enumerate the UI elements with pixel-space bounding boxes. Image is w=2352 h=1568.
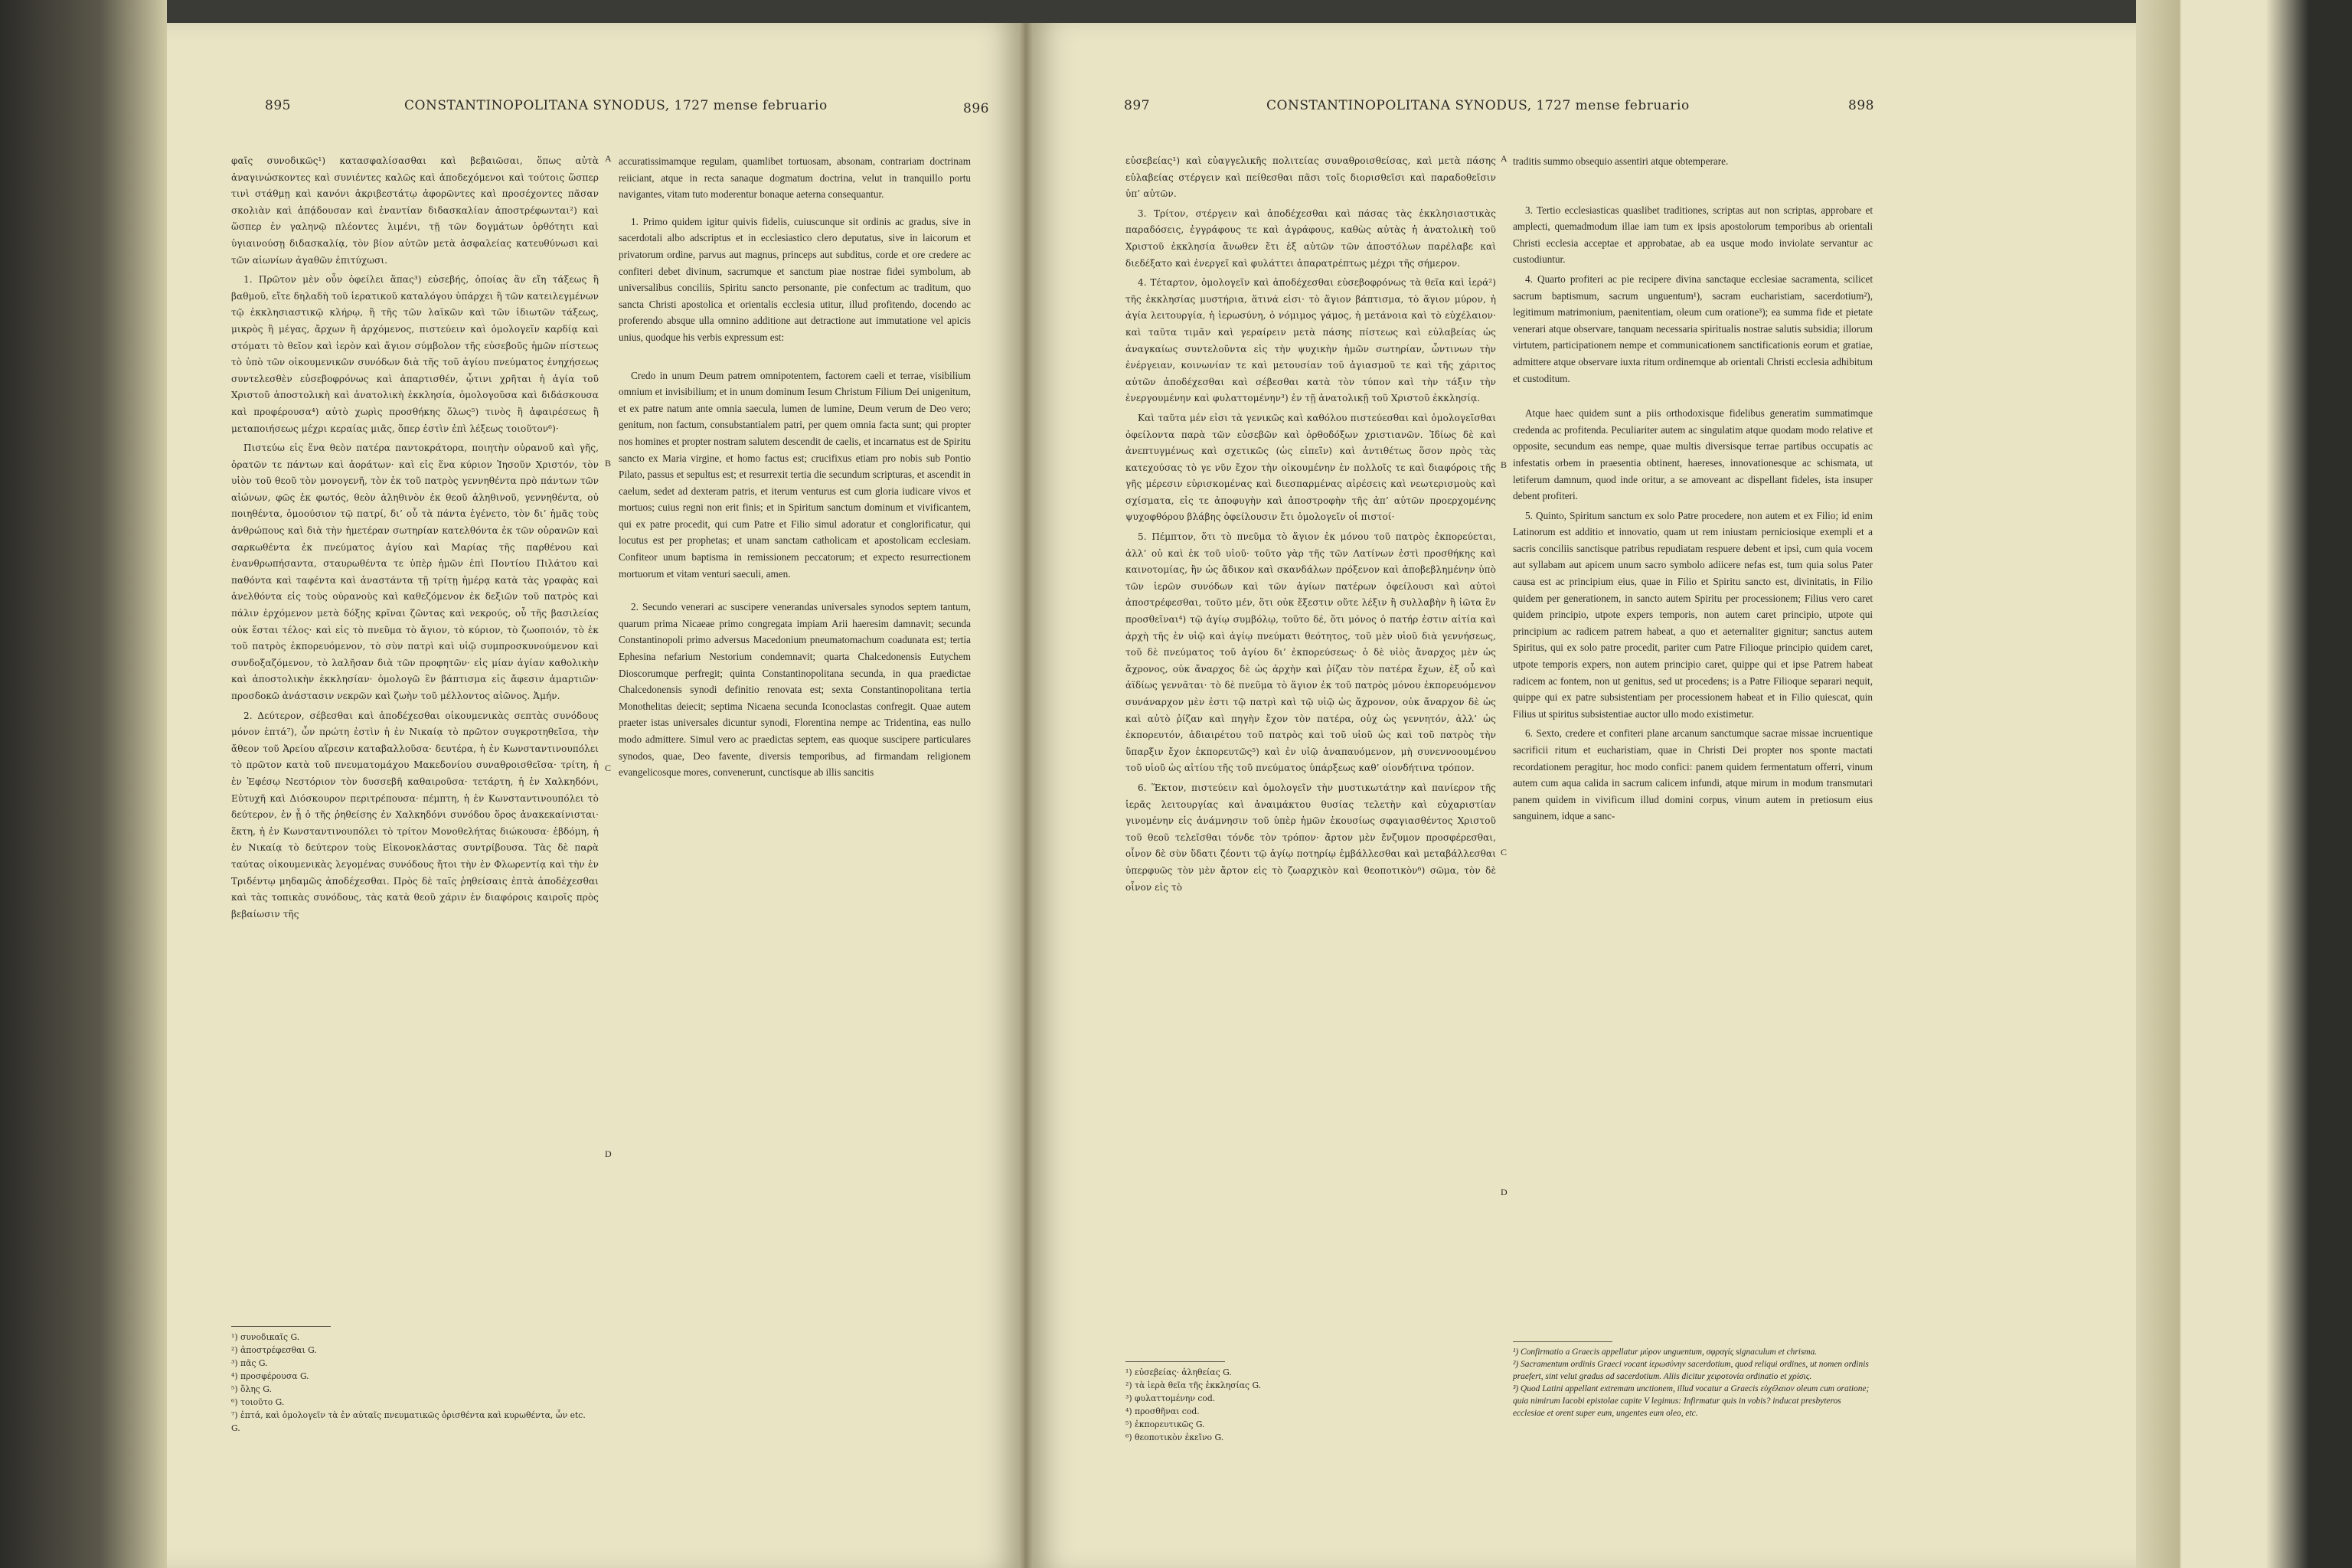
footnote: ¹) Confirmatio a Graecis appellatur μύρον unguentum, σφραγίς signaculum et chrisma. bbox=[1513, 1348, 1818, 1357]
latin-paragraph: 3. Tertio ecclesiasticas quaslibet traditiones, scriptas aut non scriptas, approbare et amplecti, quemadmodum illae iam tum ex ipsis apostolorum temporibus ab orientali Christi ecclesia acceptae et approbatae, ab ea usque modo inviolate servantur ac custodiuntur. bbox=[1513, 204, 1873, 266]
section-marker: C bbox=[605, 763, 612, 773]
section-marker: B bbox=[605, 458, 612, 469]
page-number: 898 bbox=[1848, 98, 1874, 113]
footnote: ⁷) ἑπτά, καὶ ὁμολογεῖν τὰ ἐν αὐταῖς πνευματικῶς ὁρισθέντα καὶ κυρωθέντα, ὧν etc. G. bbox=[231, 1410, 586, 1433]
latin-paragraph: 1. Primo quidem igitur quivis fidelis, cuiuscunque sit ordinis ac gradus, sive in sacerdotali albo adscriptus et in ecclesiastico clero deputatus, sive in laicorum et privatorum ordine, parvus aut magnus, princeps aut subditus, corde et ore credere ac confiteri debet divinum, sacrumque et sanctum piae nostrae fidei symbolum, ab universalibus conciliis, Spiritu sancto personante, pie confectum ac traditum, quo sancta Christi apostolica et orientalis ecclesia utitur, illud profitendo, docendo ac proferendo absque ulla omnino additione aut detractione aut immutatione vel apicis unius, quodque his verbis expressum est: bbox=[619, 215, 971, 343]
footnote: ⁵) ὅλης G. bbox=[231, 1384, 272, 1394]
latin-paragraph: traditis summo obsequio assentiri atque obtemperare. bbox=[1513, 155, 1729, 167]
greek-column bbox=[231, 153, 599, 926]
latin-paragraph: Credo in unum Deum patrem omnipotentem, factorem caeli et terrae, visibilium omnium et invisibilium; et in unum dominum Iesum Christum Filium Dei unigenitum, et ex patre natum ante omnia saecula, lumen de lumine, Deum verum de Deo vero; genitum, non factum, consubstantialem patri, per quem omnia facta sunt; qui propter nos homines et propter nostram salutem descendit de caelis, et incarnatus est de Spiritu sancto ex Maria virgine, et homo factus est; crucifixus etiam pro nobis sub Pontio Pilato, passus et sepultus est; et resurrexit tertia die secundum scripturas, et ascendit in caelum, sedet ad dexteram patris, et iterum venturus est cum gloria iudicare vivos et mortuos; cuius regni non erit finis; et in Spiritum sanctum dominum et vivificantem, qui ex patre procedit, qui cum Patre et Filio simul adoratur et conglorificatur, qui locutus est per prophetas; et unam sanctam catholicam et apostolicam ecclesiam. Confiteor unum baptisma in remissionem peccatorum; et expecto resurrectionem mortuorum et vitam venturi saeculi, amen. bbox=[619, 369, 971, 580]
left-background bbox=[0, 0, 167, 1568]
section-marker: D bbox=[605, 1148, 612, 1159]
latin-paragraph: accuratissimamque regulam, quamlibet tortuosam, absonam, contrariam doctrinam reiiciant, atque in recta sanaque dogmatum doctrina, velut in tranquillo portu navigantes, vitam tuto moderentur bonaque aeterna consequantur. bbox=[619, 155, 971, 201]
running-title: CONSTANTINOPOLITANA SYNODUS, 1727 mense februario bbox=[1266, 98, 1690, 113]
latin-paragraph: 2. Secundo venerari ac suscipere venerandas universales synodos septem tantum, quarum prima Nicaeae primo congregata impiam Arii haeresim damnavit; secunda Constantinopoli primo adversus Macedonium pneumatomachum coadunata est; tertia Ephesina nefarium Nestorium condemnavit; quarta Chalcedonensis Eutychem Dioscorumque perfregit; quinta Constantinopolitana secunda, in qua praedictae Chalcedonensis synodi definitio renovata est; sexta Constantinopolitana tertia Monothelitas deiecit; septima Nicaena secunda Iconoclastas confregit. Quae autem praeter istas universales dicuntur synodi, Florentina nempe ac Tridentina, eas nullo modo admittere. Simul vero ac praedictas septem, eas quoque suscipere particulares synodos, quae, Deo favente, diversis temporibus, ad firmandam religionem evangelicosque mores, convenerunt, cunctisque ab illis sancitis bbox=[619, 601, 971, 779]
greek-paragraph: 3. Τρίτον, στέργειν καὶ ἀποδέχεσθαι καὶ πάσας τὰς ἐκκλησιαστικὰς παραδόσεις, ἐγγράφους τε καὶ ἀγράφους, καθὼς αὐτὰς ἡ ἀνατολικὴ τοῦ Χριστοῦ ἐκκλησία ἄνωθεν ἔτι ἐξ αὐτῶν τῶν ἀποστόλων παρέλαβε καὶ διεδέξατο καὶ ἐνεργεῖ καὶ φυλάττει ἀπαρατρέπτως μέχρι τῆς σήμερον. bbox=[1125, 207, 1496, 269]
footnote-rule bbox=[231, 1326, 331, 1327]
page-number: 897 bbox=[1124, 98, 1150, 113]
footnote: ³) φυλαττομένην cod. bbox=[1125, 1393, 1216, 1403]
greek-column bbox=[1125, 153, 1496, 899]
greek-paragraph: Καὶ ταῦτα μέν εἰσι τὰ γενικῶς καὶ καθόλου πιστεύεσθαι καὶ ὁμολογεῖσθαι ὀφείλοντα παρὰ τῶν εὐσεβῶν καὶ ὀρθοδόξων χριστιανῶν. Ἰδίως δὲ καὶ ἀνεπτυγμένως καὶ σχετικῶς (ὡς εἰπεῖν) καὶ ἀντιθέτως ὅσον πρὸς τὰς κατεχούσας τὸ γε νῦν ἔχον τὴν οἰκουμένην ἐν πολλοῖς τε καὶ διαφόροις τῆς γῆς μέρεσιν εὑρισκομένας καὶ διεσπαρμένας αἱρέσεις καὶ νεωτερισμοὺς καὶ σχίσματα, εἰς τε ἀποφυγὴν καὶ ἀποστροφὴν τῆς ἀπ’ αὐτῶν προερχομένης ψυχοφθόρου βλάβης ὀφείλουσιν ἔτι ὁμολογεῖν οἱ πιστοί· bbox=[1125, 412, 1496, 523]
left-page bbox=[167, 23, 1018, 1568]
right-page-edges bbox=[2136, 0, 2352, 1568]
footnote: ⁶) τοιοῦτο G. bbox=[231, 1397, 285, 1407]
greek-paragraph: 1. Πρῶτον μὲν οὖν ὀφείλει ἅπας³) εὐσεβής, ὁποίας ἂν εἴη τάξεως ἢ βαθμοῦ, εἴτε δηλαδὴ τοῦ ἱερατικοῦ καταλόγου ὑπάρχει ἢ τῶν κατειλεγμένων τῷ ἐκκλησιαστικῷ κλήρῳ, ἢ τῆς τῶν λαϊκῶν καὶ τῶν ἰδιωτῶν τάξεως, μικρὸς ἢ μέγας, ἄρχων ἢ ἀρχόμενος, πιστεύειν καὶ ὁμολογεῖν καρδίᾳ καὶ στόματι τὸ θεῖον καὶ ἱερὸν καὶ ἅγιον σύμβολον τῆς εὐσεβοῦς ἡμῶν πίστεως τὸ ὑπὸ τῶν οἰκουμενικῶν συνόδων διὰ τῆς τοῦ ἁγίου πνεύματος ἐνηχήσεως συντελεσθὲν εὐσεβοφρόνως καὶ ἀπαρτισθέν, ᾧτινι χρῆται ἡ ἁγία τοῦ Χριστοῦ ἀποστολικὴ καὶ ἀνατολικὴ ἐκκλησία, ὁμολογοῦσα καὶ διδάσκουσα καὶ προφέρουσα⁴) αὐτὸ χωρὶς προσθήκης ὅλως⁵) τινὸς ἢ ἀφαιρέσεως ἢ μεταποιήσεως μέχρι κεραίας μιᾶς, ὅπερ ἐστὶν ἐπὶ λέξεως τοιοῦτον⁶)· bbox=[231, 274, 599, 434]
footnote: ¹) εὐσεβείας· ἀληθείας G. bbox=[1125, 1367, 1232, 1377]
greek-paragraph: 2. Δεύτερον, σέβεσθαι καὶ ἀποδέχεσθαι οἰκουμενικὰς σεπτὰς συνόδους μόνον ἑπτά⁷), ὧν πρώτη ἐστὶν ἡ ἐν Νικαίᾳ τὸ πρῶτον συγκροτηθεῖσα, τὴν ἄθεον τοῦ Ἀρείου αἵρεσιν καταβαλλοῦσα· δευτέρα, ἡ ἐν Κωνσταντινουπόλει τὸ πρῶτον κατὰ τοῦ πνευματομάχου Μακεδονίου συναθροισθεῖσα· τρίτη, ἡ ἐν Ἐφέσῳ Νεστόριον τὸν δυσσεβῆ καθαιροῦσα· τετάρτη, ἡ ἐν Χαλκηδόνι, Εὐτυχῆ καὶ Διόσκουρον περιτρέπουσα· πέμπτη, ἡ ἐν Κωνσταντινουπόλει τὸ δεύτερον, ἐν ᾗ ὁ τῆς ῥηθείσης ἐν Χαλκηδόνι συνόδου ὅρος ἀνακεκαίνισται· ἕκτη, ἡ ἐν Κωνσταντινουπόλει τὸ τρίτον Μονοθελήτας διώκουσα· ἑβδόμη, ἡ ἐν Νικαίᾳ τὸ δεύτερον τοὺς Εἰκονοκλάστας συντρίβουσα. Τὰς δὲ παρὰ ταύτας οἰκουμενικὰς λεγομένας συνόδους ἤτοι τὴν ἐν Φλωρεντίᾳ καὶ τὴν ἐν Τριδέντῳ μηδαμῶς ἀποδέχεσθαι. Πρὸς δὲ ταῖς ῥηθείσαις ἑπτὰ ἀποδέχεσθαι καὶ τὰς τοπικὰς συνόδους, τὰς κατὰ θεοῦ χάριν ἐν διαφόροις καιροῖς πρὸς βεβαίωσιν τῆς bbox=[231, 710, 599, 920]
footnote: ³) πᾶς G. bbox=[231, 1358, 268, 1368]
greek-paragraph: 6. Ἕκτον, πιστεύειν καὶ ὁμολογεῖν τὴν μυστικωτάτην καὶ πανίερον τῆς ἱερᾶς λειτουργίας καὶ ἀναιμάκτου θυσίας τελετὴν καὶ εὐχαριστίαν γινομένην εἰς ἀνάμνησιν τοῦ ὑπὲρ ἡμῶν ἑκουσίως σφαγιασθέντος Χριστοῦ τοῦ θεοῦ τελεῖσθαι τόνδε τὸν τρόπον· ἄρτον μὲν ἔνζυμον προσφέρεσθαι, οἶνον δὲ σὺν ὕδατι ζέοντι τῷ ἁγίῳ ποτηρίῳ ἐμβάλλεσθαι καὶ μεταβάλλεσθαι ὑπερφυῶς τὸν μὲν ἄρτον εἰς τὸ ζωαρχικὸν καὶ θεοποτικὸν⁶) σῶμα, τὸν δὲ οἶνον εἰς τὸ bbox=[1125, 782, 1496, 893]
right-page bbox=[1034, 23, 2136, 1568]
latin-paragraph: 5. Quinto, Spiritum sanctum ex solo Patre procedere, non autem et ex Filio; id enim Latinorum est additio et innovatio, quam ut rem iniustam perniciosique exempli et a sacris conciliis sanctisque patribus repudiatam respuere debent et ipsi, cum quia vocem aut syllabam aut apicem unum sacro symbolo adiicere nefas est, tum quia solus Pater causa est ac principium eius, quae in Filio et Spiritu sancto est, divinitatis, in Filio quidem per generationem, in sancto autem Spiritu per processionem; Filius vero caret quidem principio, utpote expers temporis, non autem caret principio, utpote qui principium ac radicem patrem habeat, a quo et aeternaliter gignitur; sanctus autem Spiritus, qui ex solo patre procedit, pariter cum Patre Filioque principio quidem caret, utpote temporis expers, non autem principio caret, quippe qui et ipse Patrem habeat radicem ac fontem, non ut genitus, sed ut procedens; is a Patre Filioque separari nequit, quippe qui ex patre subsistentiam per processionem habeat et in Filio quiescat, quin Filius ut spiritus subsistentiae auctor ullo modo existimetur. bbox=[1513, 509, 1873, 720]
footnote: ²) τὰ ἱερὰ θεῖα τῆς ἐκκλησίας G. bbox=[1125, 1380, 1262, 1390]
footnote: ²) ἀποστρέφεσθαι G. bbox=[231, 1345, 317, 1355]
footnote: ⁴) προσθῆναι cod. bbox=[1125, 1406, 1200, 1416]
page-number: 895 bbox=[265, 98, 291, 113]
latin-column bbox=[619, 153, 971, 784]
footnote: ¹) συνοδικαῖς G. bbox=[231, 1332, 300, 1342]
section-marker: A bbox=[605, 153, 612, 164]
footnote-rule bbox=[1513, 1341, 1612, 1342]
latin-paragraph: 4. Quarto profiteri ac pie recipere divina sanctaque ecclesiae sacramenta, scilicet sacrum baptismum, sacrum unguentum¹), sacram eucharistiam, sacerdotium²), legitimum matrimonium, paenitentiam, oleum cum oratione³); ea summa fide et pietate venerari atque observare, tanquam necessaria spiritualis nostrae salutis subsidia; illorum virtutem, participationem nempe et communicationem sanctificationis eorum et gratiae, admittere atque observare iuxta ritum ordinemque ab orientali Christi ecclesia adhibitum et custoditum. bbox=[1513, 273, 1873, 384]
footnote: ²) Sacramentum ordinis Graeci vocant ἱερωσύνην sacerdotium, quod reliqui ordines, ut nomen ordinis praefert, sint velut gradus ad sacerdotium. Aliis dicitur χειροτονία ordinatio et χρίσις. bbox=[1513, 1360, 1869, 1381]
greek-footnotes bbox=[1125, 1366, 1493, 1444]
section-marker: C bbox=[1501, 847, 1508, 858]
latin-column bbox=[1513, 153, 1873, 828]
section-marker: B bbox=[1501, 459, 1508, 470]
footnote: ⁴) προσφέρουσα G. bbox=[231, 1371, 309, 1381]
running-title: CONSTANTINOPOLITANA SYNODUS, 1727 mense februario bbox=[404, 98, 828, 113]
footnote-rule bbox=[1125, 1361, 1225, 1362]
footnote: ⁵) ἐκπορευτικῶς G. bbox=[1125, 1419, 1205, 1429]
latin-paragraph: Atque haec quidem sunt a piis orthodoxisque fidelibus generatim summatimque credenda ac profitenda. Peculiariter autem ac singulatim atque quodam modo relative et opposite, secundum eas nempe, quae multis diversisque terrae partibus occupatis ac infestatis orbem in praesentia obtinent, haereses, innovationesque ac schismata, ut letiferum damnum, quod inde oritur, a se amoveant ac dispellant fideles, ista insuper debent profiteri. bbox=[1513, 407, 1873, 502]
greek-paragraph: Πιστεύω εἰς ἕνα θεὸν πατέρα παντοκράτορα, ποιητὴν οὐρανοῦ καὶ γῆς, ὁρατῶν τε πάντων καὶ ἀοράτων· καὶ εἰς ἕνα κύριον Ἰησοῦν Χριστόν, τὸν υἱὸν τοῦ θεοῦ τὸν μονογενῆ, τὸν ἐκ τοῦ πατρὸς γεννηθέντα πρὸ πάντων τῶν αἰώνων, φῶς ἐκ φωτός, θεὸν ἀληθινὸν ἐκ θεοῦ ἀληθινοῦ, γεννηθέντα, οὐ ποιηθέντα, ὁμοούσιον τῷ πατρί, δι’ οὗ τὰ πάντα ἐγένετο, τὸν δι’ ἡμᾶς τοὺς ἀνθρώπους καὶ διὰ τὴν ἡμετέραν σωτηρίαν κατελθόντα ἐκ τῶν οὐρανῶν καὶ σαρκωθέντα ἐκ πνεύματος ἁγίου καὶ Μαρίας τῆς παρθένου καὶ ἐνανθρωπήσαντα, σταυρωθέντα τε ὑπὲρ ἡμῶν ἐπὶ Ποντίου Πιλάτου καὶ παθόντα καὶ ταφέντα καὶ ἀναστάντα τῇ τρίτῃ ἡμέρᾳ κατὰ τὰς γραφὰς καὶ ἀνελθόντα εἰς τοὺς οὐρανοὺς καὶ καθεζόμενον ἐκ δεξιῶν τοῦ πατρὸς καὶ πάλιν ἐρχόμενον μετὰ δόξης κρῖναι ζῶντας καὶ νεκρούς, οὗ τῆς βασιλείας οὐκ ἔσται τέλος· καὶ εἰς τὸ πνεῦμα τὸ ἅγιον, τὸ κύριον, τὸ ζωοποιόν, τὸ ἐκ τοῦ πατρὸς ἐκπορευόμενον, τὸ σὺν πατρὶ καὶ υἱῷ συμπροσκυνούμενον καὶ συνδοξαζόμενον, τὸ λαλῆσαν διὰ τῶν προφητῶν· εἰς μίαν ἁγίαν καθολικὴν καὶ ἀποστολικὴν ἐκκλησίαν· ὁμολογῶ ἓν βάπτισμα εἰς ἄφεσιν ἁμαρτιῶν· προσδοκῶ ἀνάστασιν νεκρῶν καὶ ζωὴν τοῦ μέλλοντος αἰῶνος. Ἀμήν. bbox=[231, 443, 599, 701]
section-marker: A bbox=[1501, 153, 1508, 164]
latin-footnotes bbox=[1513, 1346, 1873, 1419]
page-number: 896 bbox=[963, 101, 989, 116]
footnote: ⁶) θεοποτικὸν ἐκεῖνο G. bbox=[1125, 1432, 1224, 1442]
section-marker: D bbox=[1501, 1187, 1508, 1197]
greek-paragraph: 5. Πέμπτον, ὅτι τὸ πνεῦμα τὸ ἅγιον ἐκ μόνου τοῦ πατρὸς ἐκπορεύεται, ἀλλ’ οὐ καὶ ἐκ τοῦ υἱοῦ· τοῦτο γὰρ τῆς τῶν Λατίνων ἐστὶ προσθήκης καὶ καινοτομίας, ἣν ὡς ἄδικον καὶ σκανδάλων πρόξενον καὶ ἀποβεβλημένην ὑπὸ τῶν ἱερῶν συνόδων καὶ τῶν ἁγίων πατέρων ὀφείλουσι καὶ αὐτοὶ ἀποστρέφεσθαι, τοῦτο μέν, ὅτι οὐκ ἔξεστιν οὔτε λέξιν ἢ συλλαβὴν ἢ ἰῶτα ἓν προσθεῖναι⁴) τῷ ἁγίῳ συμβόλῳ, τοῦτο δέ, ὅτι μόνος ὁ πατήρ ἐστιν αἰτία καὶ ἀρχὴ τῆς ἐν υἱῷ καὶ ἁγίῳ πνεύματι θεότητος, τοῦ μὲν υἱοῦ διὰ γεννήσεως, τοῦ δὲ πνεύματος τοῦ ἁγίου δι’ ἐκπορεύσεως· ὁ δὲ υἱὸς ἄναρχος μὲν ὡς ἄχρονος, οὐκ ἄναρχος δὲ ὡς ἀρχὴν καὶ ῥίζαν τὸν πατέρα ἔχων, ἐξ οὗ καὶ ἀϊδίως γεννᾶται· τὸ δὲ πνεῦμα τὸ ἅγιον ἐκ τοῦ πατρὸς μόνου ἐκπορευόμενον συνάναρχον μὲν ἐστι τῷ πατρὶ καὶ τῷ υἱῷ ὡς ἄχρονον, οὐκ ἄναρχον δὲ ὡς καὶ αὐτὸ ῥίζαν καὶ πηγὴν ἔχον τὸν πατέρα, οὐχ ὡς γεννητόν, ἀλλ’ ὡς ἐκπορευτόν, ἀδιαιρέτου τοῦ πατρὸς καὶ τοῦ υἱοῦ ὡς καὶ τοῦ πατρὸς τὴν ὕπαρξιν ἔχον ἐκπορευτῶς⁵) καὶ ἐν υἱῷ ἀναπαυόμενον, μὴ συνεννοουμένου τοῦ υἱοῦ ὡς αἰτίου τῆς τοῦ πνεύματος ὑπάρξεως καθ’ οἱονδήτινα τρόπον. bbox=[1125, 531, 1496, 774]
book-gutter bbox=[1018, 23, 1034, 1568]
greek-paragraph: φαῖς συνοδικῶς¹) κατασφαλίσασθαι καὶ βεβαιῶσαι, ὅπως αὐτὰ ἀναγινώσκοντες καὶ συνιέντες καλῶς καὶ ἀποδεχόμενοι καὶ τούτοις ὥσπερ τινὶ στάθμῃ καὶ κανόνι ἀκριβεστάτῳ ἀφορῶντες καὶ προσέχοντες πᾶσαν σκολιὰν καὶ ἀπᾴδουσαν καὶ ἐναντίαν διδασκαλίαν ἀποστρέφωνται²) καὶ ὥσπερ ἐν γαληνῷ πλέοντες λιμένι, τῇ τῶν δογμάτων ὀρθότητι καὶ ὑγιαινούσῃ διδασκαλίᾳ, τὸν βίον αὐτῶν μετὰ ἀσφαλείας κατευθύνωσι καὶ τῶν αἰωνίων ἀγαθῶν ἐπιτύχωσι. bbox=[231, 155, 599, 266]
left-footnotes bbox=[231, 1331, 591, 1435]
greek-paragraph: εὐσεβείας¹) καὶ εὐαγγελικῆς πολιτείας συναθροισθείσας, καὶ μετὰ πάσης εὐλαβείας στέργειν καὶ πείθεσθαι πᾶσι τοῖς διορισθεῖσι καὶ παραδοθεῖσιν ὑπ’ αὐτῶν. bbox=[1125, 155, 1496, 200]
footnote: ³) Quod Latini appellant extremam unctionem, illud vocatur a Graecis εὐχέλαιον oleum cum oratione; quia nimirum Iacobi epistolae capite V legimus: Infirmatur quis in vobis? inducat presbyteros ecclesiae et orent super eum, ungentes eum oleo, etc. bbox=[1513, 1384, 1870, 1418]
latin-paragraph: 6. Sexto, credere et confiteri plane arcanum sanctumque sacrae missae incruentique sacrificii ritum et eucharistiam, quae in Christi Dei propter nos sponte mactati recordationem peragitur, hoc modo confici: panem quidem fermentatum offerri, vinum autem cum aqua calida in sacrum calicem infundi, atque mirum in modum transmutari panem quidem in vivificum illud domini corpus, vinum autem in pretiosum eius sanguinem, idque a sanc- bbox=[1513, 727, 1873, 822]
greek-paragraph: 4. Τέταρτον, ὁμολογεῖν καὶ ἀποδέχεσθαι εὐσεβοφρόνως τὰ θεῖα καὶ ἱερά²) τῆς ἐκκλησίας μυστήρια, ἅτινά εἰσι· τὸ ἅγιον βάπτισμα, τὸ ἅγιον μύρον, ἡ ἁγία λειτουργία, ἡ ἱερωσύνη, ὁ νόμιμος γάμος, ἡ μετάνοια καὶ τὸ εὐχέλαιον· καὶ ταῦτα τιμᾶν καὶ γεραίρειν μετὰ πάσης πίστεως καὶ εὐλαβείας ὡς ἀναγκαίως συντελοῦντα εἰς τὴν ψυχικὴν ἡμῶν σωτηρίαν, ὧντινων τὴν ἐνέργειαν, κοινωνίαν τε καὶ μετουσίαν τοῦ ἁγιασμοῦ τε καὶ τῆς χάριτος αὐτῶν ἀποδέχεσθαι καὶ σέβεσθαι κατὰ τὸν τύπον καὶ τὴν τάξιν τὴν ἐνεργουμένην καὶ φυλαττομένην³) ἐν τῇ ἀνατολικῇ τοῦ Χριστοῦ ἐκκλησίᾳ. bbox=[1125, 277, 1496, 404]
